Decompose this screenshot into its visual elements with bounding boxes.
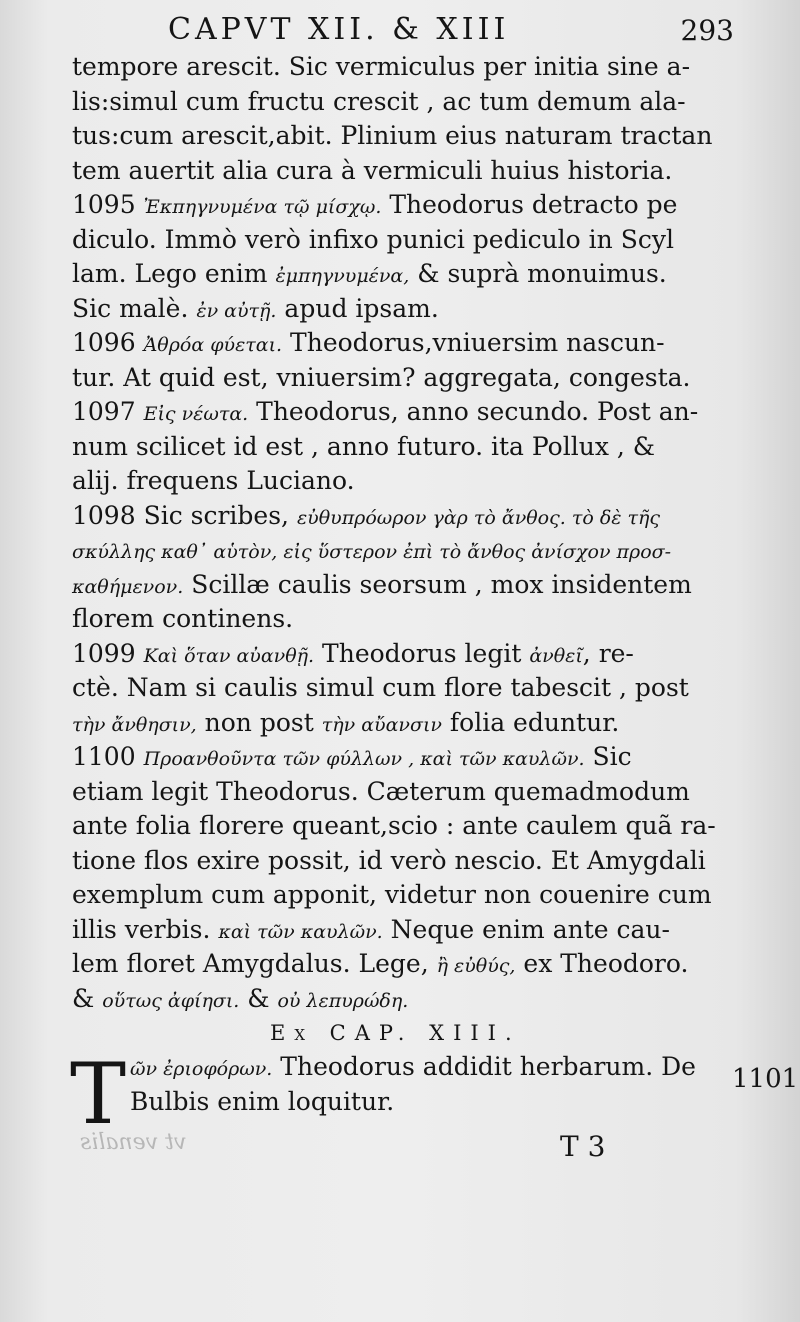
text-run: alij. frequens Luciano. [72, 466, 355, 495]
text-run: lam. Lego enim [72, 259, 276, 288]
greek-phrase: Εἰς νέωτα. [143, 403, 249, 425]
text-line [72, 499, 722, 534]
greek-phrase: τὴν αὔανσιν [321, 713, 442, 736]
text-run: diculo. Immò verò infixo punici pediculo in Scyl [72, 224, 674, 254]
text-line [72, 809, 722, 844]
text-run: & suprà monuimus. [409, 259, 667, 288]
text-run: florem continens. [72, 604, 294, 633]
text-run: Theodorus detracto pe [381, 190, 678, 219]
text-line [72, 50, 722, 85]
text-run: , re- [582, 638, 634, 668]
signature-mark: T 3 [560, 1130, 606, 1163]
text-run: 1099 [72, 638, 144, 668]
text-run: 1095 [72, 190, 144, 219]
text-run: Bulbis enim loquitur. [130, 1086, 395, 1116]
text-line [72, 568, 722, 603]
text-run: 1097 [72, 397, 144, 426]
greek-phrase: Καὶ ὅταν αὐανθῇ. [143, 644, 315, 667]
text-run: Neque enim ante cau- [382, 914, 670, 944]
text-run: exemplum cum apponit, videtur non couenire cum [72, 880, 712, 909]
text-run: Theodorus legit [314, 638, 530, 668]
text-run: Theodorus addidit herbarum. De [272, 1052, 696, 1081]
drop-cap: T [70, 1045, 127, 1143]
text-line [72, 671, 722, 706]
greek-phrase: Προανθοῦντα τῶν φύλλων , καὶ τῶν καυλῶν. [143, 748, 585, 770]
greek-phrase: οὕτως ἀφίησι. [102, 989, 240, 1012]
text-line [72, 775, 722, 810]
greek-phrase: σκύλλης καθ᾽ αὑτὸν, εἰς ὕστερον ἐπὶ τὸ ἄνθος ἀνίσχον προσ- [72, 541, 672, 563]
text-line [72, 361, 722, 396]
text-line [72, 395, 722, 430]
text-run: & [239, 983, 278, 1013]
greek-phrase: ῶν ἐριοφόρων. [130, 1058, 273, 1080]
greek-phrase: τὴν ἄνθησιν, [72, 713, 197, 736]
text-run: tus:cum arescit,abit. Plinium eius naturam tractan [72, 121, 713, 150]
text-line [72, 188, 722, 223]
text-line [72, 223, 722, 258]
text-line [72, 947, 722, 982]
text-run: 1098 Sic scribes, [72, 500, 297, 530]
text-run: folia eduntur. [441, 707, 620, 737]
greek-phrase: εὐθυπρόωρον γὰρ τὸ ἄνθος. τὸ δὲ τῆς [296, 506, 661, 529]
text-line [72, 154, 722, 189]
section-heading: Ex CAP. XIII. [270, 1021, 521, 1045]
text-line [130, 1050, 722, 1085]
text-run: tem auertit alia cura à vermiculi huius historia. [72, 155, 673, 185]
greek-phrase: καὶ τῶν καυλῶν. [218, 920, 383, 943]
text-run: Theodorus,vniuersim nascun- [282, 328, 665, 357]
text-run: illis verbis. [72, 914, 219, 944]
text-run: etiam legit Theodorus. Cæterum quemadmodum [72, 776, 690, 806]
text-line [72, 913, 722, 948]
greek-phrase: ἐμπηγνυμένα, [275, 265, 410, 287]
text-line [72, 878, 722, 913]
text-run: Sic [584, 742, 632, 771]
text-line [72, 257, 722, 292]
bleed-through-text: vt venalis [80, 1130, 187, 1155]
text-run: num scilicet id est , anno futuro. ita Pollux , & [72, 431, 656, 461]
text-run: tione flos exire possit, id verò nescio. Et Amygdali [72, 845, 706, 875]
text-run: Theodorus, anno secundo. Post an- [248, 397, 699, 426]
text-run: ex Theodoro. [515, 949, 689, 978]
text-line [72, 982, 722, 1017]
text-line [72, 533, 722, 568]
text-line [72, 464, 722, 499]
text-run: ante folia florere queant,scio : ante caulem quã ra- [72, 811, 716, 840]
text-line [72, 637, 722, 672]
text-line [72, 844, 722, 879]
text-line [130, 1085, 722, 1120]
greek-phrase: ἀνθεῖ [529, 644, 583, 667]
greek-phrase: Ἀθρόα φύεται. [143, 334, 283, 356]
text-run: Scillæ caulis seorsum , mox insidentem [183, 569, 692, 599]
text-line [72, 706, 722, 741]
text-run: non post [196, 707, 322, 737]
text-line [72, 740, 722, 775]
final-lines [130, 1050, 722, 1119]
greek-phrase: οὐ λεπυρώδη. [277, 989, 409, 1012]
text-run: ctè. Nam si caulis simul cum flore tabescit , post [72, 673, 689, 702]
greek-phrase: ἐν αὐτῇ. [196, 299, 277, 322]
text-run: tur. At quid est, vniuersim? aggregata, congesta. [72, 362, 691, 392]
body-lines [72, 50, 722, 1016]
greek-phrase: Ἐκπηγνυμένα τῷ μίσχῳ. [143, 196, 382, 218]
text-line [72, 326, 722, 361]
margin-number: 1101 [732, 1064, 799, 1094]
text-run: Sic malè. [72, 293, 197, 323]
text-run: tempore arescit. Sic vermiculus per initia sine a- [72, 52, 691, 81]
text-line [72, 602, 722, 637]
page-number: 293 [680, 14, 734, 47]
text-run: & [72, 983, 103, 1013]
text-run: 1100 [72, 742, 144, 771]
text-line [72, 119, 722, 154]
text-run: lem floret Amygdalus. Lege, [72, 949, 437, 978]
text-run: lis:simul cum fructu crescit , ac tum demum ala- [72, 86, 686, 116]
text-run: 1096 [72, 328, 144, 357]
text-line [72, 430, 722, 465]
text-line [72, 85, 722, 120]
text-line [72, 292, 722, 327]
greek-phrase: καθήμενον. [72, 575, 184, 598]
running-head: CAPVT XII. & XIII [168, 12, 510, 47]
text-run: apud ipsam. [276, 293, 439, 323]
greek-phrase: ἢ εὐθύς, [436, 955, 516, 977]
